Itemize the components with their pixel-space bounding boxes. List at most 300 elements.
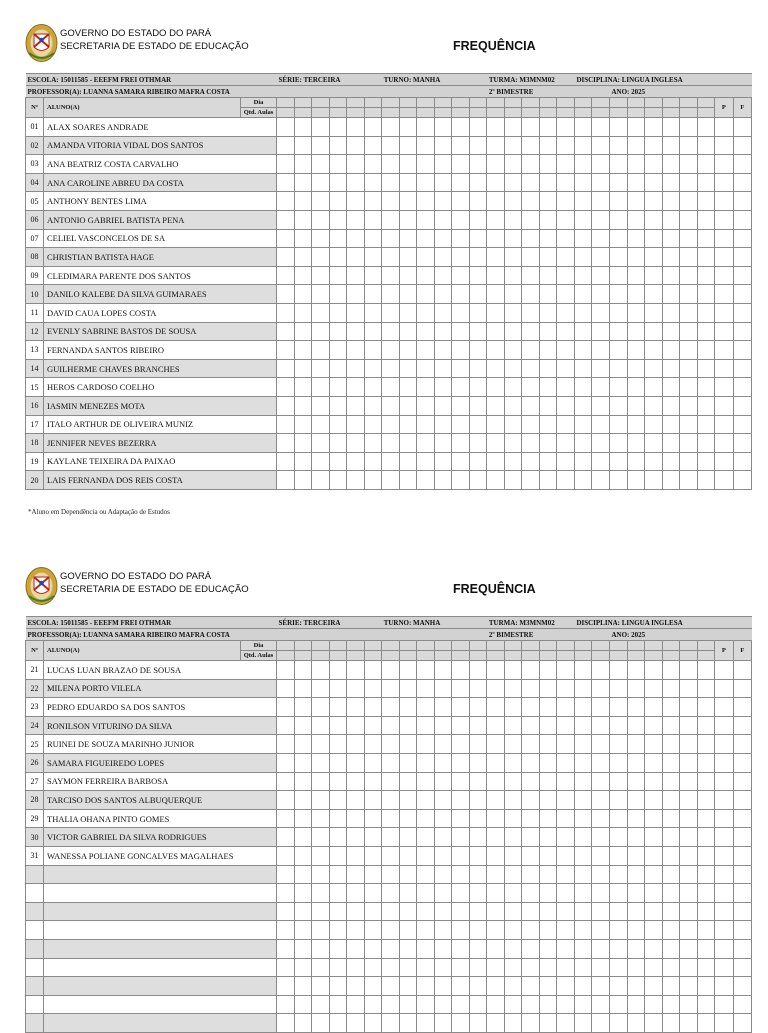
attendance-cell[interactable] [697, 155, 715, 174]
attendance-cell[interactable] [680, 155, 698, 174]
attendance-cell[interactable] [609, 902, 627, 921]
attendance-cell[interactable] [645, 809, 663, 828]
absent-total-cell[interactable] [733, 303, 752, 322]
attendance-cell[interactable] [557, 229, 575, 248]
present-total-cell[interactable] [715, 303, 734, 322]
attendance-cell[interactable] [382, 192, 400, 211]
attendance-cell[interactable] [627, 396, 645, 415]
attendance-cell[interactable] [399, 229, 417, 248]
attendance-cell[interactable] [434, 118, 452, 137]
attendance-cell[interactable] [609, 939, 627, 958]
attendance-cell[interactable] [294, 809, 312, 828]
attendance-cell[interactable] [539, 192, 557, 211]
attendance-cell[interactable] [469, 359, 487, 378]
attendance-cell[interactable] [294, 753, 312, 772]
absent-total-cell[interactable] [733, 471, 752, 490]
attendance-cell[interactable] [277, 229, 295, 248]
attendance-cell[interactable] [294, 322, 312, 341]
absent-total-cell[interactable] [733, 921, 752, 940]
attendance-cell[interactable] [504, 921, 522, 940]
attendance-cell[interactable] [347, 977, 365, 996]
attendance-cell[interactable] [697, 396, 715, 415]
attendance-cell[interactable] [609, 753, 627, 772]
attendance-cell[interactable] [417, 1014, 435, 1033]
attendance-cell[interactable] [329, 865, 347, 884]
attendance-cell[interactable] [312, 661, 330, 680]
attendance-cell[interactable] [697, 210, 715, 229]
attendance-cell[interactable] [294, 828, 312, 847]
attendance-cell[interactable] [347, 809, 365, 828]
attendance-cell[interactable] [329, 1014, 347, 1033]
attendance-cell[interactable] [522, 865, 540, 884]
attendance-cell[interactable] [539, 884, 557, 903]
attendance-cell[interactable] [487, 322, 505, 341]
attendance-cell[interactable] [627, 434, 645, 453]
attendance-cell[interactable] [329, 995, 347, 1014]
attendance-cell[interactable] [539, 698, 557, 717]
attendance-cell[interactable] [434, 1014, 452, 1033]
attendance-cell[interactable] [539, 977, 557, 996]
attendance-cell[interactable] [382, 359, 400, 378]
attendance-cell[interactable] [364, 359, 382, 378]
absent-total-cell[interactable] [733, 828, 752, 847]
attendance-cell[interactable] [557, 716, 575, 735]
attendance-cell[interactable] [645, 828, 663, 847]
attendance-cell[interactable] [312, 679, 330, 698]
attendance-cell[interactable] [364, 248, 382, 267]
attendance-cell[interactable] [382, 939, 400, 958]
attendance-cell[interactable] [539, 716, 557, 735]
attendance-cell[interactable] [574, 902, 592, 921]
attendance-cell[interactable] [504, 229, 522, 248]
attendance-cell[interactable] [662, 322, 680, 341]
attendance-cell[interactable] [452, 865, 470, 884]
attendance-cell[interactable] [539, 995, 557, 1014]
present-total-cell[interactable] [715, 396, 734, 415]
attendance-cell[interactable] [504, 303, 522, 322]
attendance-cell[interactable] [487, 735, 505, 754]
attendance-cell[interactable] [294, 846, 312, 865]
attendance-cell[interactable] [277, 772, 295, 791]
attendance-cell[interactable] [434, 828, 452, 847]
attendance-cell[interactable] [277, 809, 295, 828]
attendance-cell[interactable] [417, 846, 435, 865]
attendance-cell[interactable] [592, 735, 610, 754]
absent-total-cell[interactable] [733, 809, 752, 828]
attendance-cell[interactable] [574, 396, 592, 415]
attendance-cell[interactable] [504, 248, 522, 267]
attendance-cell[interactable] [627, 753, 645, 772]
attendance-cell[interactable] [504, 939, 522, 958]
attendance-cell[interactable] [592, 396, 610, 415]
absent-total-cell[interactable] [733, 452, 752, 471]
attendance-cell[interactable] [347, 772, 365, 791]
attendance-cell[interactable] [522, 229, 540, 248]
attendance-cell[interactable] [609, 452, 627, 471]
attendance-cell[interactable] [574, 266, 592, 285]
attendance-cell[interactable] [522, 471, 540, 490]
attendance-cell[interactable] [522, 155, 540, 174]
attendance-cell[interactable] [417, 958, 435, 977]
attendance-cell[interactable] [645, 471, 663, 490]
attendance-cell[interactable] [382, 378, 400, 397]
attendance-cell[interactable] [609, 661, 627, 680]
attendance-cell[interactable] [434, 471, 452, 490]
attendance-cell[interactable] [697, 939, 715, 958]
attendance-cell[interactable] [347, 118, 365, 137]
attendance-cell[interactable] [487, 921, 505, 940]
attendance-cell[interactable] [434, 846, 452, 865]
attendance-cell[interactable] [592, 285, 610, 304]
attendance-cell[interactable] [645, 753, 663, 772]
attendance-cell[interactable] [382, 809, 400, 828]
absent-total-cell[interactable] [733, 341, 752, 360]
attendance-cell[interactable] [522, 698, 540, 717]
attendance-cell[interactable] [434, 716, 452, 735]
attendance-cell[interactable] [347, 266, 365, 285]
attendance-cell[interactable] [680, 772, 698, 791]
attendance-cell[interactable] [277, 303, 295, 322]
attendance-cell[interactable] [697, 136, 715, 155]
attendance-cell[interactable] [662, 229, 680, 248]
attendance-cell[interactable] [382, 415, 400, 434]
attendance-cell[interactable] [347, 753, 365, 772]
attendance-cell[interactable] [469, 884, 487, 903]
attendance-cell[interactable] [417, 921, 435, 940]
attendance-cell[interactable] [277, 118, 295, 137]
attendance-cell[interactable] [574, 359, 592, 378]
attendance-cell[interactable] [294, 136, 312, 155]
attendance-cell[interactable] [452, 977, 470, 996]
attendance-cell[interactable] [487, 1014, 505, 1033]
attendance-cell[interactable] [434, 341, 452, 360]
attendance-cell[interactable] [697, 359, 715, 378]
attendance-cell[interactable] [277, 698, 295, 717]
attendance-cell[interactable] [539, 266, 557, 285]
attendance-cell[interactable] [294, 341, 312, 360]
present-total-cell[interactable] [715, 679, 734, 698]
attendance-cell[interactable] [487, 285, 505, 304]
attendance-cell[interactable] [592, 471, 610, 490]
attendance-cell[interactable] [469, 229, 487, 248]
attendance-cell[interactable] [680, 471, 698, 490]
attendance-cell[interactable] [329, 735, 347, 754]
attendance-cell[interactable] [294, 921, 312, 940]
absent-total-cell[interactable] [733, 716, 752, 735]
attendance-cell[interactable] [487, 772, 505, 791]
present-total-cell[interactable] [715, 359, 734, 378]
attendance-cell[interactable] [645, 118, 663, 137]
attendance-cell[interactable] [504, 378, 522, 397]
attendance-cell[interactable] [294, 248, 312, 267]
attendance-cell[interactable] [662, 341, 680, 360]
attendance-cell[interactable] [312, 322, 330, 341]
attendance-cell[interactable] [382, 753, 400, 772]
attendance-cell[interactable] [277, 735, 295, 754]
attendance-cell[interactable] [417, 378, 435, 397]
attendance-cell[interactable] [382, 266, 400, 285]
attendance-cell[interactable] [364, 772, 382, 791]
attendance-cell[interactable] [504, 735, 522, 754]
attendance-cell[interactable] [627, 471, 645, 490]
attendance-cell[interactable] [417, 772, 435, 791]
attendance-cell[interactable] [364, 266, 382, 285]
attendance-cell[interactable] [434, 173, 452, 192]
attendance-cell[interactable] [329, 791, 347, 810]
attendance-cell[interactable] [697, 434, 715, 453]
attendance-cell[interactable] [522, 303, 540, 322]
attendance-cell[interactable] [434, 136, 452, 155]
attendance-cell[interactable] [294, 285, 312, 304]
attendance-cell[interactable] [277, 1014, 295, 1033]
attendance-cell[interactable] [382, 772, 400, 791]
attendance-cell[interactable] [469, 1014, 487, 1033]
attendance-cell[interactable] [522, 995, 540, 1014]
present-total-cell[interactable] [715, 772, 734, 791]
attendance-cell[interactable] [277, 322, 295, 341]
attendance-cell[interactable] [312, 303, 330, 322]
attendance-cell[interactable] [469, 772, 487, 791]
attendance-cell[interactable] [452, 939, 470, 958]
attendance-cell[interactable] [539, 828, 557, 847]
attendance-cell[interactable] [417, 679, 435, 698]
attendance-cell[interactable] [504, 753, 522, 772]
attendance-cell[interactable] [662, 415, 680, 434]
attendance-cell[interactable] [434, 192, 452, 211]
attendance-cell[interactable] [382, 434, 400, 453]
attendance-cell[interactable] [487, 902, 505, 921]
attendance-cell[interactable] [434, 285, 452, 304]
attendance-cell[interactable] [347, 791, 365, 810]
attendance-cell[interactable] [417, 266, 435, 285]
attendance-cell[interactable] [680, 753, 698, 772]
attendance-cell[interactable] [645, 884, 663, 903]
present-total-cell[interactable] [715, 471, 734, 490]
attendance-cell[interactable] [434, 977, 452, 996]
attendance-cell[interactable] [364, 698, 382, 717]
attendance-cell[interactable] [294, 995, 312, 1014]
attendance-cell[interactable] [609, 995, 627, 1014]
attendance-cell[interactable] [382, 322, 400, 341]
attendance-cell[interactable] [452, 846, 470, 865]
present-total-cell[interactable] [715, 753, 734, 772]
attendance-cell[interactable] [364, 791, 382, 810]
attendance-cell[interactable] [434, 248, 452, 267]
attendance-cell[interactable] [382, 471, 400, 490]
attendance-cell[interactable] [574, 921, 592, 940]
attendance-cell[interactable] [592, 846, 610, 865]
attendance-cell[interactable] [627, 661, 645, 680]
attendance-cell[interactable] [522, 118, 540, 137]
attendance-cell[interactable] [609, 266, 627, 285]
attendance-cell[interactable] [609, 471, 627, 490]
attendance-cell[interactable] [662, 958, 680, 977]
attendance-cell[interactable] [522, 136, 540, 155]
attendance-cell[interactable] [609, 210, 627, 229]
attendance-cell[interactable] [592, 958, 610, 977]
absent-total-cell[interactable] [733, 248, 752, 267]
attendance-cell[interactable] [364, 378, 382, 397]
attendance-cell[interactable] [662, 118, 680, 137]
attendance-cell[interactable] [645, 1014, 663, 1033]
attendance-cell[interactable] [609, 118, 627, 137]
attendance-cell[interactable] [539, 155, 557, 174]
attendance-cell[interactable] [399, 173, 417, 192]
attendance-cell[interactable] [662, 679, 680, 698]
attendance-cell[interactable] [294, 661, 312, 680]
attendance-cell[interactable] [627, 173, 645, 192]
attendance-cell[interactable] [469, 452, 487, 471]
attendance-cell[interactable] [434, 958, 452, 977]
attendance-cell[interactable] [662, 809, 680, 828]
attendance-cell[interactable] [452, 118, 470, 137]
attendance-cell[interactable] [399, 378, 417, 397]
attendance-cell[interactable] [329, 679, 347, 698]
attendance-cell[interactable] [539, 396, 557, 415]
attendance-cell[interactable] [312, 698, 330, 717]
attendance-cell[interactable] [697, 958, 715, 977]
attendance-cell[interactable] [557, 359, 575, 378]
attendance-cell[interactable] [399, 995, 417, 1014]
attendance-cell[interactable] [697, 716, 715, 735]
attendance-cell[interactable] [399, 772, 417, 791]
attendance-cell[interactable] [277, 921, 295, 940]
attendance-cell[interactable] [504, 809, 522, 828]
present-total-cell[interactable] [715, 809, 734, 828]
attendance-cell[interactable] [417, 735, 435, 754]
absent-total-cell[interactable] [733, 192, 752, 211]
attendance-cell[interactable] [417, 809, 435, 828]
attendance-cell[interactable] [434, 303, 452, 322]
attendance-cell[interactable] [329, 285, 347, 304]
attendance-cell[interactable] [645, 434, 663, 453]
attendance-cell[interactable] [469, 415, 487, 434]
attendance-cell[interactable] [364, 716, 382, 735]
attendance-cell[interactable] [645, 939, 663, 958]
attendance-cell[interactable] [312, 735, 330, 754]
attendance-cell[interactable] [697, 285, 715, 304]
attendance-cell[interactable] [574, 415, 592, 434]
attendance-cell[interactable] [487, 716, 505, 735]
attendance-cell[interactable] [574, 977, 592, 996]
attendance-cell[interactable] [417, 229, 435, 248]
attendance-cell[interactable] [522, 396, 540, 415]
attendance-cell[interactable] [645, 716, 663, 735]
attendance-cell[interactable] [557, 977, 575, 996]
attendance-cell[interactable] [504, 359, 522, 378]
attendance-cell[interactable] [347, 452, 365, 471]
attendance-cell[interactable] [364, 679, 382, 698]
attendance-cell[interactable] [522, 322, 540, 341]
attendance-cell[interactable] [277, 155, 295, 174]
attendance-cell[interactable] [469, 396, 487, 415]
attendance-cell[interactable] [399, 210, 417, 229]
attendance-cell[interactable] [382, 661, 400, 680]
attendance-cell[interactable] [662, 192, 680, 211]
attendance-cell[interactable] [609, 772, 627, 791]
attendance-cell[interactable] [627, 995, 645, 1014]
attendance-cell[interactable] [347, 229, 365, 248]
attendance-cell[interactable] [539, 753, 557, 772]
attendance-cell[interactable] [609, 415, 627, 434]
attendance-cell[interactable] [680, 921, 698, 940]
attendance-cell[interactable] [539, 415, 557, 434]
absent-total-cell[interactable] [733, 958, 752, 977]
attendance-cell[interactable] [557, 1014, 575, 1033]
attendance-cell[interactable] [645, 679, 663, 698]
attendance-cell[interactable] [539, 735, 557, 754]
attendance-cell[interactable] [697, 902, 715, 921]
attendance-cell[interactable] [434, 735, 452, 754]
attendance-cell[interactable] [417, 359, 435, 378]
attendance-cell[interactable] [609, 679, 627, 698]
attendance-cell[interactable] [592, 303, 610, 322]
attendance-cell[interactable] [592, 322, 610, 341]
attendance-cell[interactable] [312, 902, 330, 921]
attendance-cell[interactable] [574, 341, 592, 360]
attendance-cell[interactable] [522, 248, 540, 267]
attendance-cell[interactable] [329, 698, 347, 717]
attendance-cell[interactable] [277, 846, 295, 865]
attendance-cell[interactable] [364, 471, 382, 490]
attendance-cell[interactable] [592, 995, 610, 1014]
attendance-cell[interactable] [697, 977, 715, 996]
attendance-cell[interactable] [364, 303, 382, 322]
present-total-cell[interactable] [715, 118, 734, 137]
attendance-cell[interactable] [539, 661, 557, 680]
attendance-cell[interactable] [329, 452, 347, 471]
attendance-cell[interactable] [627, 210, 645, 229]
attendance-cell[interactable] [627, 902, 645, 921]
attendance-cell[interactable] [452, 753, 470, 772]
attendance-cell[interactable] [487, 136, 505, 155]
attendance-cell[interactable] [399, 118, 417, 137]
attendance-cell[interactable] [452, 772, 470, 791]
present-total-cell[interactable] [715, 958, 734, 977]
attendance-cell[interactable] [382, 995, 400, 1014]
attendance-cell[interactable] [680, 248, 698, 267]
attendance-cell[interactable] [417, 173, 435, 192]
attendance-cell[interactable] [627, 322, 645, 341]
attendance-cell[interactable] [504, 285, 522, 304]
attendance-cell[interactable] [609, 958, 627, 977]
attendance-cell[interactable] [574, 995, 592, 1014]
absent-total-cell[interactable] [733, 434, 752, 453]
attendance-cell[interactable] [312, 828, 330, 847]
attendance-cell[interactable] [312, 809, 330, 828]
attendance-cell[interactable] [662, 1014, 680, 1033]
absent-total-cell[interactable] [733, 865, 752, 884]
attendance-cell[interactable] [592, 229, 610, 248]
attendance-cell[interactable] [522, 809, 540, 828]
attendance-cell[interactable] [487, 396, 505, 415]
attendance-cell[interactable] [522, 1014, 540, 1033]
attendance-cell[interactable] [347, 884, 365, 903]
attendance-cell[interactable] [574, 229, 592, 248]
absent-total-cell[interactable] [733, 359, 752, 378]
attendance-cell[interactable] [382, 716, 400, 735]
attendance-cell[interactable] [592, 865, 610, 884]
attendance-cell[interactable] [294, 791, 312, 810]
attendance-cell[interactable] [469, 322, 487, 341]
attendance-cell[interactable] [487, 192, 505, 211]
attendance-cell[interactable] [645, 452, 663, 471]
attendance-cell[interactable] [399, 902, 417, 921]
attendance-cell[interactable] [574, 434, 592, 453]
attendance-cell[interactable] [452, 229, 470, 248]
attendance-cell[interactable] [557, 828, 575, 847]
present-total-cell[interactable] [715, 248, 734, 267]
